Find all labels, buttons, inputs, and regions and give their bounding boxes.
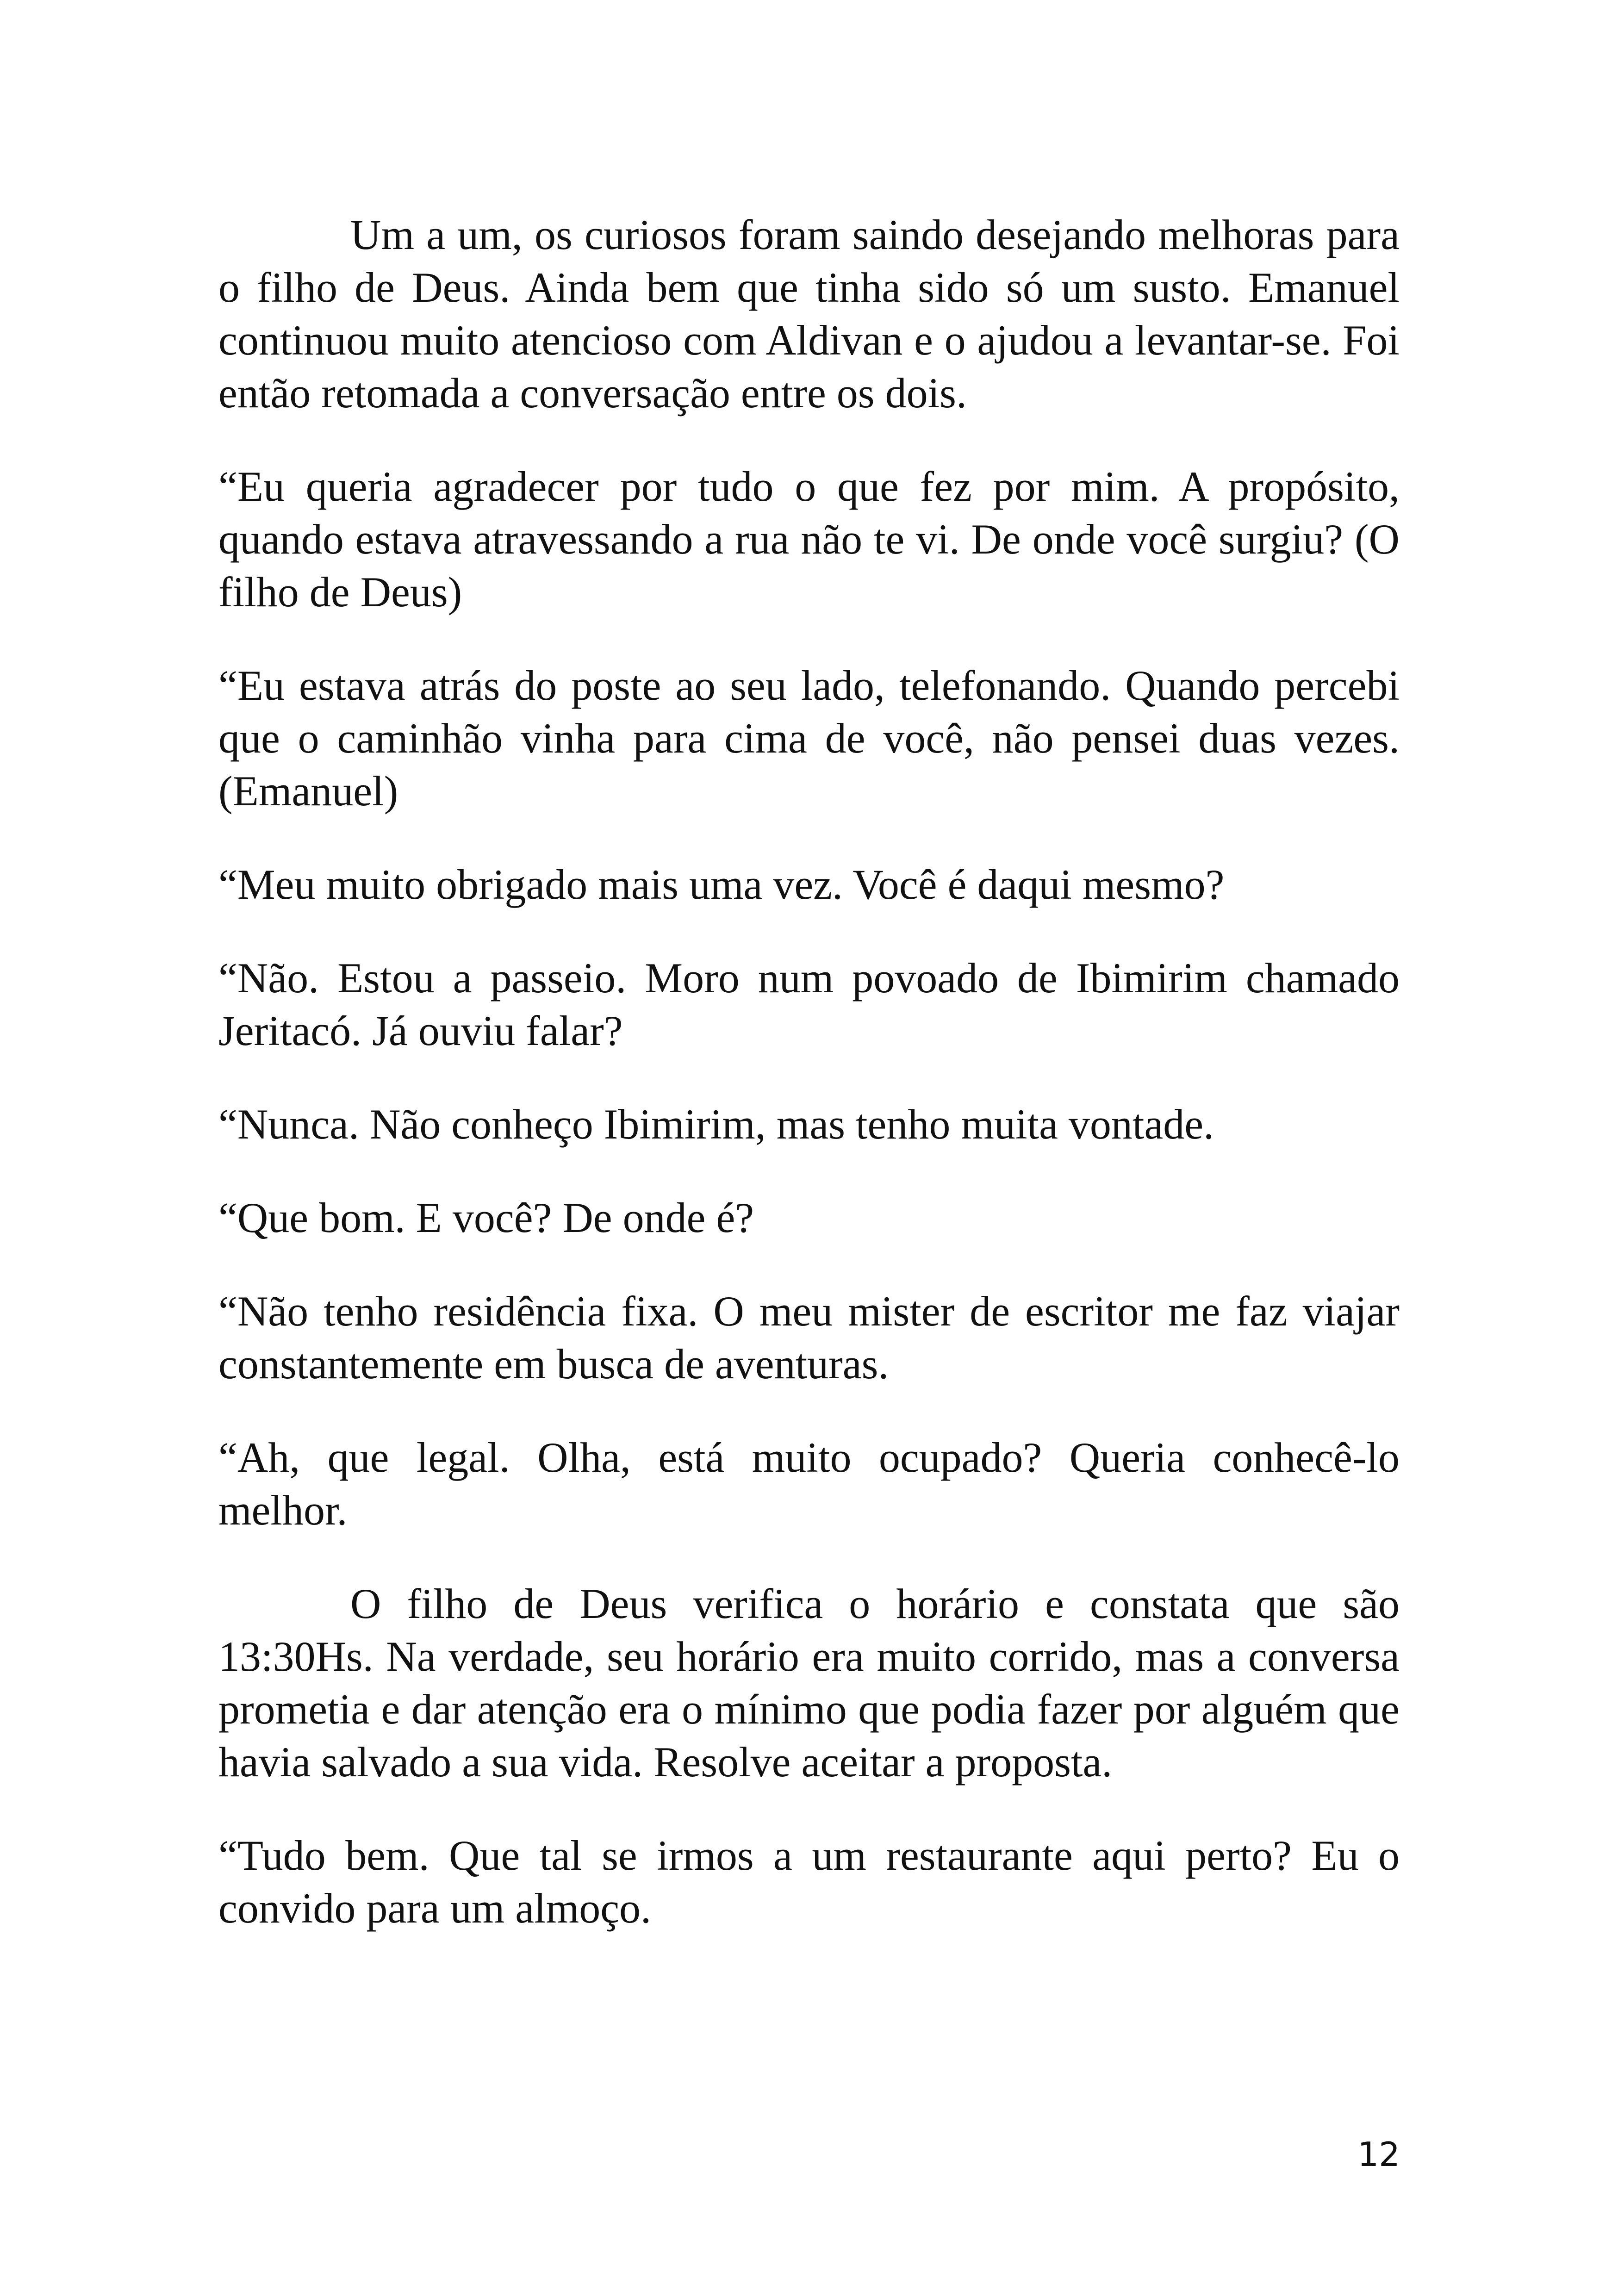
paragraph-6: “Nunca. Não conheço Ibimirim, mas tenho muita vontade. [218, 1101, 1214, 1148]
paragraph-7: “Que bom. E você? De onde é? [218, 1194, 754, 1241]
body-text [218, 208, 1400, 1975]
paragraph-2: “Eu queria agradecer por tudo o que fez por mim. A propósito, quando estava atravessando a rua não te vi. De onde você surgiu? (O filho de Deus) [218, 463, 1400, 616]
paragraph-11: “Tudo bem. Que tal se irmos a um restaurante aqui perto? Eu o convido para um almoço. [218, 1832, 1400, 1932]
paragraph-4: “Meu muito obrigado mais uma vez. Você é daqui mesmo? [218, 861, 1225, 908]
paragraph-10: O filho de Deus verifica o horário e constata que são 13:30Hs. Na verdade, seu horário era muito corrido, mas a conversa prometia e dar atenção era o mínimo que podia fazer por alguém que havia salvado a sua vida. Resolve aceitar a proposta. [218, 1580, 1400, 1786]
paragraph-5: “Não. Estou a passeio. Moro num povoado de Ibimirim chamado Jeritacó. Já ouviu falar? [218, 954, 1400, 1054]
paragraph-8: “Não tenho residência fixa. O meu mister de escritor me faz viajar constantemente em busca de aventuras. [218, 1288, 1400, 1388]
paragraph-1: Um a um, os curiosos foram saindo desejando melhoras para o filho de Deus. Ainda bem que tinha sido só um susto. Emanuel continuou muito atencioso com Aldivan e o ajudou a levantar-se. Foi então retomada a conversação entre os dois. [218, 211, 1400, 417]
page-number: 12 [1357, 2135, 1400, 2174]
paragraph-9: “Ah, que legal. Olha, está muito ocupado? Queria conhecê-lo melhor. [218, 1434, 1400, 1534]
paragraph-3: “Eu estava atrás do poste ao seu lado, telefonando. Quando percebi que o caminhão vinha para cima de você, não pensei duas vezes. (Emanuel) [218, 662, 1400, 815]
